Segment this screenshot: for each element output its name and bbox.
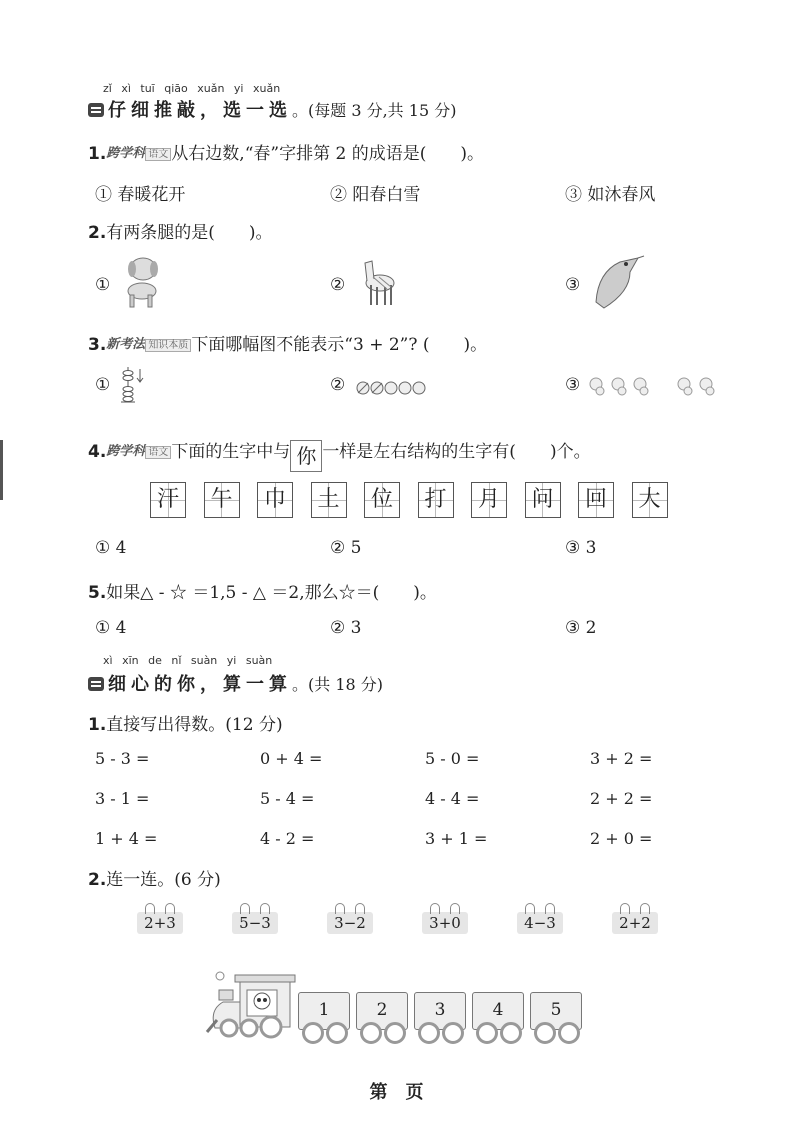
question-text: 从右边数,“春”字排第 2 的成语是( )。 <box>171 144 484 164</box>
bird-image <box>590 252 645 312</box>
question-number: 2. <box>88 223 107 243</box>
calc-problem[interactable]: 0 + 4 = <box>260 749 323 768</box>
option-1[interactable]: ① <box>95 275 111 295</box>
question-text: 如果△ - ☆ ＝1,5 - △ ＝2,那么☆＝( )。 <box>106 583 437 603</box>
character-box: 午 <box>204 482 240 518</box>
question-1 <box>88 139 484 164</box>
option-2[interactable]: ② 3 <box>330 618 362 638</box>
subject-tag: 跨学科 语文 <box>106 440 171 459</box>
question-text: 下面的生字中与 <box>171 442 291 462</box>
wheel-icon <box>326 1022 348 1044</box>
train-car[interactable]: 2 <box>356 992 408 1030</box>
connect-instruction <box>88 865 221 890</box>
wheel-icon <box>418 1022 440 1044</box>
character-box: 土 <box>311 482 347 518</box>
calc-problem[interactable]: 5 - 4 = <box>260 789 315 808</box>
abacus-image <box>118 365 148 405</box>
option-1[interactable]: ① 春暖花开 <box>95 185 186 205</box>
wheel-icon <box>558 1022 580 1044</box>
section2-heading <box>88 670 383 696</box>
question-number: 1. <box>88 144 107 164</box>
calc-problem[interactable]: 3 + 1 = <box>425 829 488 848</box>
subject-tag: 新考法 知识本质 <box>106 333 191 352</box>
character-box: 回 <box>578 482 614 518</box>
calc-problem[interactable]: 5 - 3 = <box>95 749 150 768</box>
expression-card[interactable]: 2+2 <box>612 912 658 934</box>
section-list-icon <box>88 103 104 117</box>
calc-problem[interactable]: 2 + 0 = <box>590 829 653 848</box>
question-text: 下面哪幅图不能表示“3 + 2”? ( )。 <box>191 335 488 355</box>
option-2[interactable]: ② <box>330 375 346 395</box>
option-1[interactable]: ① <box>95 375 111 395</box>
option-2[interactable]: ② 5 <box>330 538 362 558</box>
section2-note: 。(共 18 分) <box>292 675 384 694</box>
page-footer: 第 页 <box>369 1082 424 1103</box>
train-car[interactable]: 4 <box>472 992 524 1030</box>
question-text: 直接写出得数。(12 分) <box>106 715 283 735</box>
calc-problem[interactable]: 1 + 4 = <box>95 829 158 848</box>
section1-note: 。(每题 3 分,共 15 分) <box>292 101 457 120</box>
butterflies-image <box>588 376 733 398</box>
question-number: 1. <box>88 715 107 735</box>
zebra-image <box>355 255 405 310</box>
section1-pinyin: zǐ xì tuī qiāo xuǎn yi xuǎn <box>103 82 281 95</box>
section2-pinyin: xì xīn de nǐ suàn yi suàn <box>103 654 273 667</box>
expression-card[interactable]: 3−2 <box>327 912 373 934</box>
question-text: 连一连。(6 分) <box>106 870 221 890</box>
character-box: 月 <box>471 482 507 518</box>
wheel-icon <box>442 1022 464 1044</box>
option-3[interactable]: ③ 3 <box>565 538 597 558</box>
expression-card[interactable]: 3+0 <box>422 912 468 934</box>
calc-instruction <box>88 710 283 735</box>
question-3 <box>88 330 487 355</box>
section1-heading <box>88 96 456 122</box>
option-3[interactable]: ③ 如沐春风 <box>565 185 656 205</box>
expression-card[interactable]: 5−3 <box>232 912 278 934</box>
wheel-icon <box>384 1022 406 1044</box>
train-car[interactable]: 5 <box>530 992 582 1030</box>
option-3[interactable]: ③ <box>565 375 581 395</box>
wheel-icon <box>476 1022 498 1044</box>
question-number: 5. <box>88 583 107 603</box>
character-box: 问 <box>525 482 561 518</box>
question-number: 4. <box>88 442 107 462</box>
calc-problem[interactable]: 2 + 2 = <box>590 789 653 808</box>
puppy-image <box>118 255 168 310</box>
option-1[interactable]: ① 4 <box>95 618 127 638</box>
wheel-icon <box>360 1022 382 1044</box>
question-2 <box>88 218 273 243</box>
option-3[interactable]: ③ 2 <box>565 618 597 638</box>
character-box: 打 <box>418 482 454 518</box>
question-5 <box>88 578 437 603</box>
train-engine <box>205 970 305 1040</box>
option-1[interactable]: ① 4 <box>95 538 127 558</box>
expression-card[interactable]: 4−3 <box>517 912 563 934</box>
option-2[interactable]: ② <box>330 275 346 295</box>
question-text: 有两条腿的是( )。 <box>106 223 273 243</box>
section1-title: 仔细推敲，选一选 <box>108 100 292 121</box>
character-box: 汗 <box>150 482 186 518</box>
wheel-icon <box>534 1022 556 1044</box>
train-car[interactable]: 3 <box>414 992 466 1030</box>
margin-mark <box>0 440 3 500</box>
boxed-character: 你 <box>290 440 322 472</box>
calc-problem[interactable]: 3 + 2 = <box>590 749 653 768</box>
calc-problem[interactable]: 5 - 0 = <box>425 749 480 768</box>
option-3[interactable]: ③ <box>565 275 581 295</box>
subject-tag: 跨学科 语文 <box>106 142 171 161</box>
character-box: 位 <box>364 482 400 518</box>
wheel-icon <box>302 1022 324 1044</box>
question-number: 3. <box>88 335 107 355</box>
character-box: 巾 <box>257 482 293 518</box>
train-car[interactable]: 1 <box>298 992 350 1030</box>
character-box: 大 <box>632 482 668 518</box>
question-number: 2. <box>88 870 107 890</box>
wheel-icon <box>500 1022 522 1044</box>
section-list-icon <box>88 677 104 691</box>
calc-problem[interactable]: 4 - 4 = <box>425 789 480 808</box>
calc-problem[interactable]: 3 - 1 = <box>95 789 150 808</box>
question-4 <box>88 437 591 472</box>
expression-card[interactable]: 2+3 <box>137 912 183 934</box>
circles-image <box>355 380 435 396</box>
section2-title: 细心的你，算一算 <box>108 674 292 695</box>
question-text: 一样是左右结构的生字有( )个。 <box>322 442 591 462</box>
option-2[interactable]: ② 阳春白雪 <box>330 185 421 205</box>
calc-problem[interactable]: 4 - 2 = <box>260 829 315 848</box>
